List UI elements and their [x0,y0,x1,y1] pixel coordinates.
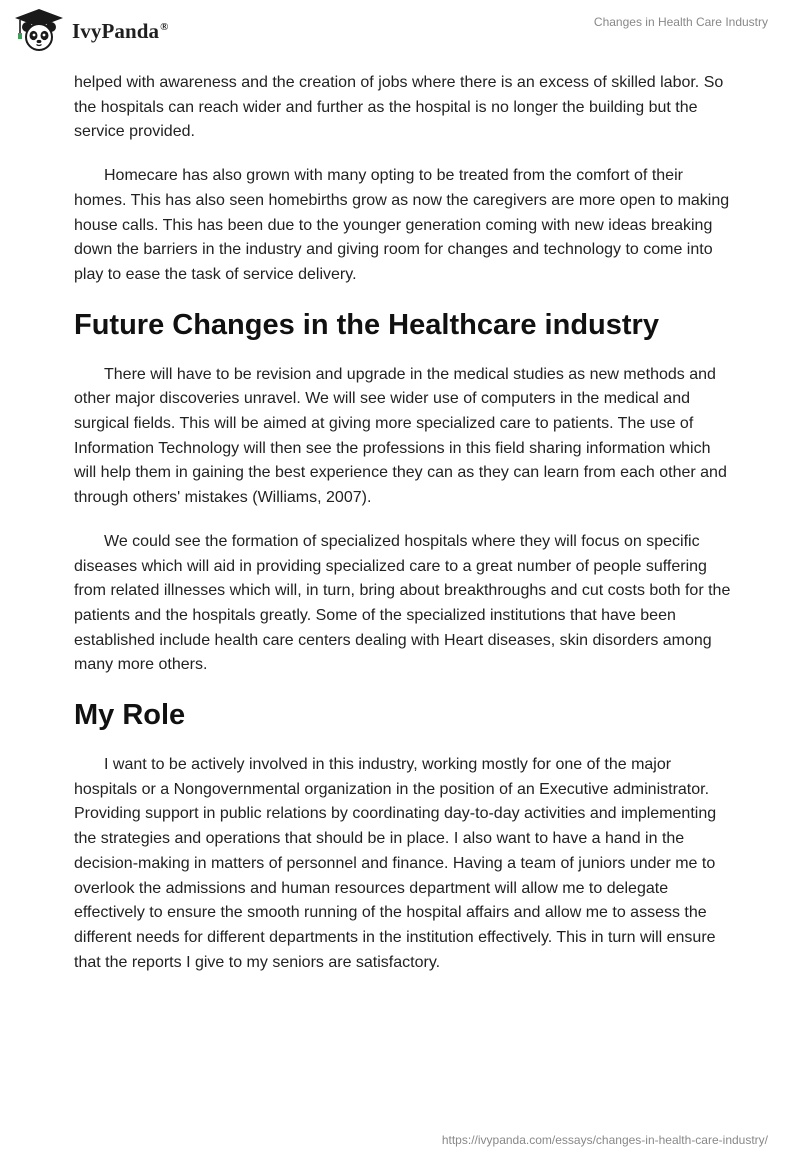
logo[interactable] [14,8,169,52]
paragraph-2: Homecare has also grown with many opting to be treated from the comfort of their homes. This has also seen homebirths grow as now the caregivers are more open to making house calls. This has been due to the younger generation coming with new ideas breaking down the barriers in the industry and giving room for changes and technology to come into play to ease the task of service delivery. [74,167,730,283]
paragraph-5: I want to be actively involved in this industry, working mostly for one of the major hospitals or a Nongovernmental organization in the position of an Executive administrator. Providing support in public relations by coordinating day-to-day activities and implementing the strategies and operations that should be in place. I also want to have a hand in the decision-making in matters of personnel and finance. Having a team of juniors under me to overlook the admissions and human resources department will allow me to delegate effectively to ensure the smooth running of the hospital affairs and allow me to assess the different needs for different departments in the institution effectively. This in turn will ensure that the reports I give to my seniors are satisfactory. [74,756,717,971]
section-heading-future-changes: Future Changes in the Healthcare industry [74,308,659,341]
panda-graduation-cap-icon [14,8,64,52]
page-header [0,0,800,60]
paragraph-1: helped with awareness and the creation of jobs where there is an excess of skilled labor. So the hospitals can reach wider and further as the hospital is no longer the building but the service provided. [74,74,724,141]
brand-name: IvyPanda® [72,18,169,43]
paragraph-4: We could see the formation of specialized hospitals where they will focus on specific diseases which will aid in providing specialized care to a great number of people suffering from related illnesses which will, in turn, bring about breakthroughs and cut costs both for the patients and the hospitals greatly. Some of the specialized institutions that have been established include health care centers dealing with Heart diseases, skin disorders among many more others. [74,532,731,674]
registered-mark: ® [160,20,169,33]
essay-body [74,71,734,994]
section-heading-my-role: My Role [74,699,186,732]
paragraph-3: There will have to be revision and upgrade in the medical studies as new methods and other major discoveries unravel. We will see wider use of computers in the medical and surgical fields. This will be aimed at giving more specialized care to patients. The use of Information Technology will then see the professions in this field sharing information which will help them in gaining the best experience they can as they can learn from each other and through others' mistakes (Williams, 2007). [74,365,727,507]
source-url[interactable]: https://ivypanda.com/essays/changes-in-health-care-industry/ [441,1133,768,1147]
document-title: Changes in Health Care Industry [593,15,768,29]
